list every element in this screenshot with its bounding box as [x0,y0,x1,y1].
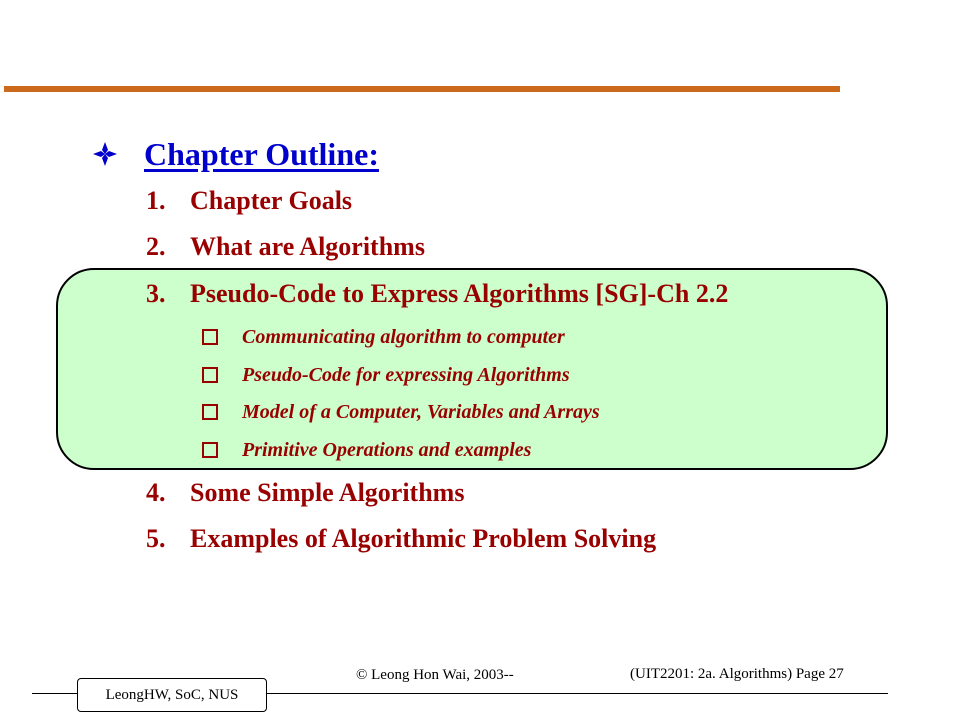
item-label: What are Algorithms [190,232,425,261]
footer-copyright: © Leong Hon Wai, 2003-- [356,667,514,683]
subitem-label: Primitive Operations and examples [242,438,532,461]
item-label: Pseudo-Code to Express Algorithms [SG]-Ch 2.2 [190,279,729,308]
square-bullet-icon [202,442,218,458]
item-number: 3. [146,279,166,308]
footer-page-label: (UIT2201: 2a. Algorithms) Page 27 [630,666,844,682]
item-number: 5. [146,524,166,553]
outline-item-3 [146,279,728,309]
outline-subitem-4 [202,438,531,462]
outline-heading-text: Chapter Outline: [144,135,379,172]
subitem-label: Model of a Computer, Variables and Arrays [242,400,600,423]
outline-item-1 [146,186,352,216]
outline-subitem-1 [202,325,565,349]
square-bullet-icon [202,329,218,345]
subitem-label: Pseudo-Code for expressing Algorithms [242,363,570,386]
item-number: 2. [146,232,166,261]
item-label: Chapter Goals [190,186,353,215]
item-number: 1. [146,186,166,215]
outline-subitem-2 [202,363,570,387]
item-label: Examples of Algorithmic Problem Solving [190,524,657,553]
top-accent-rule [4,86,840,92]
outline-item-2 [146,232,425,262]
outline-subitem-3 [202,400,600,424]
square-bullet-icon [202,367,218,383]
outline-heading [92,132,379,176]
diamond-bullet-icon [92,141,118,167]
outline-item-5 [146,524,656,554]
item-label: Some Simple Algorithms [190,478,465,507]
item-number: 4. [146,478,166,507]
author-box [77,678,267,712]
author-label: LeongHW, SoC, NUS [105,686,239,703]
square-bullet-icon [202,404,218,420]
outline-item-4 [146,478,464,508]
subitem-label: Communicating algorithm to computer [242,325,565,348]
